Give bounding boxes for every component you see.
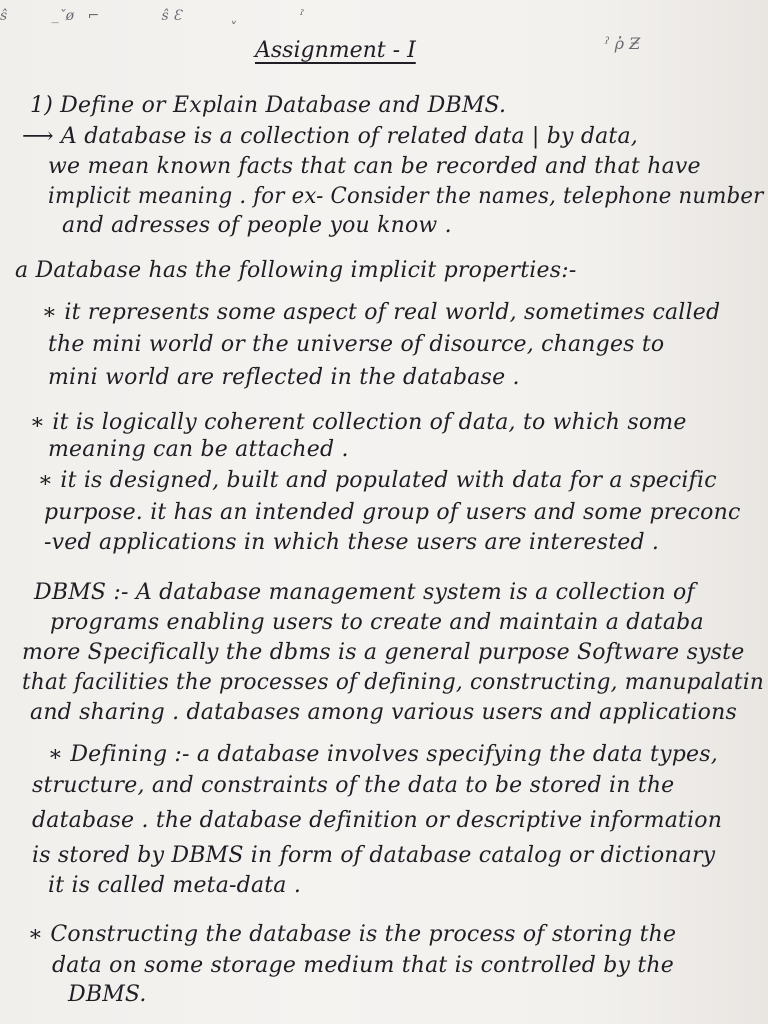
handwritten-line: programs enabling users to create and maintain a databa bbox=[50, 610, 704, 635]
handwritten-line: database . the database definition or descriptive information bbox=[32, 808, 723, 833]
handwritten-line: it is called meta-data . bbox=[48, 873, 302, 898]
handwritten-line: that facilities the processes of defining, constructing, manupalatin bbox=[22, 670, 764, 695]
handwritten-line: structure, and constraints of the data to be stored in the bbox=[32, 773, 675, 798]
handwritten-line: a Database has the following implicit properties:- bbox=[15, 258, 577, 283]
handwritten-line: and sharing . databases among various users and applications bbox=[30, 700, 737, 725]
handwritten-line: is stored by DBMS in form of database catalog or dictionary bbox=[32, 843, 716, 868]
handwritten-line: meaning can be attached . bbox=[48, 437, 349, 462]
handwritten-line: 1) Define or Explain Database and DBMS. bbox=[30, 93, 507, 118]
handwritten-line: more Specifically the dbms is a general purpose Software syste bbox=[22, 640, 745, 665]
handwritten-line: ∗ Defining :- a database involves specifying the data types, bbox=[48, 742, 718, 767]
page-header-marks: ŝ _ˇø ⌐ ŝ Ɛ ˬ ˀ bbox=[0, 8, 305, 24]
handwritten-line: mini world are reflected in the database . bbox=[48, 365, 520, 390]
handwritten-line: we mean known facts that can be recorded and that have bbox=[48, 154, 701, 179]
handwritten-line: DBMS :- A database management system is a collection of bbox=[34, 580, 695, 605]
handwritten-line: DBMS. bbox=[68, 982, 147, 1007]
handwritten-line: ∗ it represents some aspect of real world, sometimes called bbox=[42, 300, 721, 325]
handwritten-line: -ved applications in which these users are interested . bbox=[44, 530, 660, 555]
handwritten-line: the mini world or the universe of disource, changes to bbox=[48, 332, 665, 357]
handwritten-line: ∗ Constructing the database is the process of storing the bbox=[28, 922, 677, 947]
handwritten-line: ⟶ A database is a collection of related data | by data, bbox=[22, 124, 638, 149]
handwritten-line: and adresses of people you know . bbox=[62, 213, 452, 238]
handwritten-line: purpose. it has an intended group of users and some preconc bbox=[44, 500, 741, 525]
handwritten-line: data on some storage medium that is controlled by the bbox=[52, 953, 675, 978]
handwritten-line: implicit meaning . for ex- Consider the names, telephone number bbox=[48, 184, 764, 209]
page-header-marks-right: ˀ ῥ Ƶ bbox=[605, 34, 641, 53]
handwritten-line: ∗ it is designed, built and populated with data for a specific bbox=[38, 468, 717, 493]
handwritten-line: ∗ it is logically coherent collection of data, to which some bbox=[30, 410, 687, 435]
assignment-title: Assignment - I bbox=[255, 38, 416, 63]
